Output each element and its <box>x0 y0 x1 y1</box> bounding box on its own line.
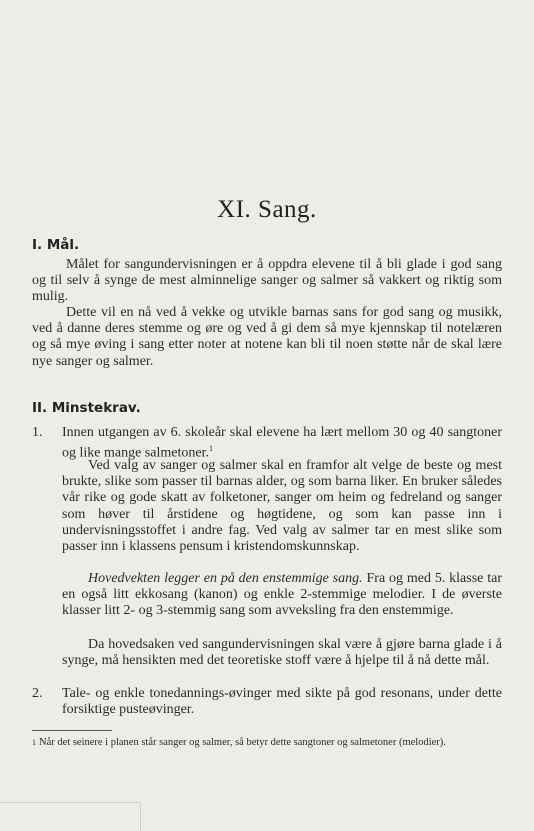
emphasis-continuation: Fra og med 5. klasse tar en også litt ekkosang (kanon) og enkle 2-stemmige melodier. I de øverste klasser litt 2- og 3-stemmig sang som avveksling fra den enstemmige. <box>62 571 503 619</box>
list-item-1 <box>32 425 502 462</box>
list-item-2 <box>32 686 502 719</box>
footnote-mark: 1 <box>32 738 36 747</box>
list-item-number: 1. <box>32 425 43 440</box>
footnote-divider <box>32 730 112 731</box>
list-item-text: Innen utgangen av 6. skoleår skal elevene ha lært mellom 30 og 40 sangtoner og like mange salmetoner. <box>62 425 502 462</box>
page-corner-mark <box>0 802 141 831</box>
footnote <box>32 736 502 749</box>
emphasis-paragraph <box>62 571 502 620</box>
footnote-text: Når det seinere i planen står sanger og salmer, så betyr dette sangtoner og salmetoner (melodier). <box>39 737 446 748</box>
section-heading-goal: I. Mål. <box>32 237 80 253</box>
goal-paragraph-2: Dette vil en nå ved å vekke og utvikle barnas sans for god sang og musikk, ved å danne deres stemme og øre og ved å gi dem så mye kjennskap til notelæren og så mye øving i sang etter noter at notene kan bli til noen støtte når de skal lære nye sanger og salmer. <box>32 305 502 369</box>
purpose-paragraph: Da hovedsaken ved sangundervisningen skal være å gjøre barna glade i å synge, må hensikten med det teoretiske stoff være å hjelpe til å nå dette mål. <box>62 637 502 669</box>
selection-paragraph: Ved valg av sanger og salmer skal en framfor alt velge de beste og mest brukte, slike som passer til barnas alder, og som barna liker. En bruker således vår rike og gode skatt av folketoner, sanger om heim og fedreland og sanger som høver til årstidene og høgtidene, og som kan passe inn i undervisningsstoffet i andre fag. Ved valg av salmer tar en mest slike som passer inn i klassens pensum i kristendomskunnskap. <box>62 458 502 555</box>
emphasis-sentence: Hovedvekten legger en på den enstemmige sang. <box>88 571 363 586</box>
list-item-number: 2. <box>32 686 43 701</box>
section-heading-minimum-requirements: II. Minstekrav. <box>32 400 141 416</box>
footnote-reference: 1 <box>208 444 213 454</box>
list-item-text: Tale- og enkle tonedannings-øvinger med sikte på god resonans, under dette forsiktige pusteøvinger. <box>62 686 502 718</box>
chapter-title: XI. Sang. <box>217 196 317 223</box>
goal-paragraph-1: Målet for sangundervisningen er å oppdra elevene til å bli glade i god sang og til selv å synge de mest alminnelige sanger og salmer så vakkert og riktig som mulig. <box>32 257 502 305</box>
